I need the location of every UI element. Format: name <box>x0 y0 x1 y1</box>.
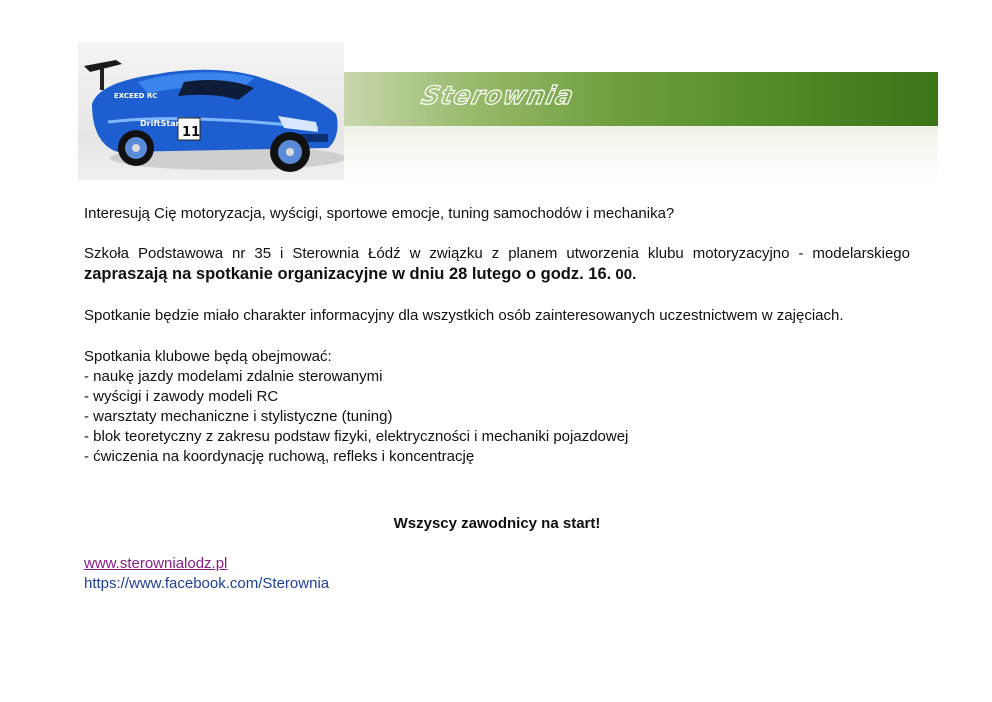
svg-text:11: 11 <box>182 125 201 140</box>
svg-text:EXCEED RC: EXCEED RC <box>114 92 158 100</box>
website-link[interactable]: www.sterownialodz.pl <box>84 555 228 572</box>
facebook-link[interactable]: https://www.facebook.com/Sterownia <box>84 575 330 592</box>
banner-fade <box>344 126 938 180</box>
list-item: - blok teoretyczny z zakresu podstaw fizyki, elektryczności i mechaniki pojazdowej <box>84 428 629 445</box>
green-banner <box>344 72 938 126</box>
list-item: - naukę jazdy modelami zdalnie sterowanymi <box>84 368 383 385</box>
list-item: - wyścigi i zawody modeli RC <box>84 388 279 405</box>
header-banner <box>78 42 938 180</box>
activities-list <box>84 367 910 467</box>
slogan: Wszyscy zawodnicy na start! <box>393 515 601 532</box>
brand-logo: Sterownia <box>418 81 577 110</box>
invitation-time: 00. <box>611 266 637 283</box>
document-body <box>84 204 910 594</box>
intro-question: Interesują Cię motoryzacja, wyścigi, sportowe emocje, tuning samochodów i mechanika? <box>84 205 675 222</box>
svg-text:DriftStar: DriftStar <box>140 119 180 128</box>
rc-car-icon <box>78 42 344 180</box>
list-item: - warsztaty mechaniczne i stylistyczne (tuning) <box>84 408 393 425</box>
invitation-text: Szkoła Podstawowa nr 35 i Sterownia Łódź w związku z planem utworzenia klubu motoryzacyjno - modelarskiego <box>84 245 910 262</box>
invitation-bold: zapraszają na spotkanie organizacyjne w dniu 28 lutego o godz. 16. <box>84 265 612 283</box>
invitation-paragraph <box>84 244 910 285</box>
rc-car-image <box>78 42 344 180</box>
list-item: - ćwiczenia na koordynację ruchową, refleks i koncentrację <box>84 448 475 465</box>
list-heading: Spotkania klubowe będą obejmować: <box>84 348 332 365</box>
info-paragraph: Spotkanie będzie miało charakter informacyjny dla wszystkich osób zainteresowanych uczestnictwem w zajęciach. <box>84 307 844 324</box>
